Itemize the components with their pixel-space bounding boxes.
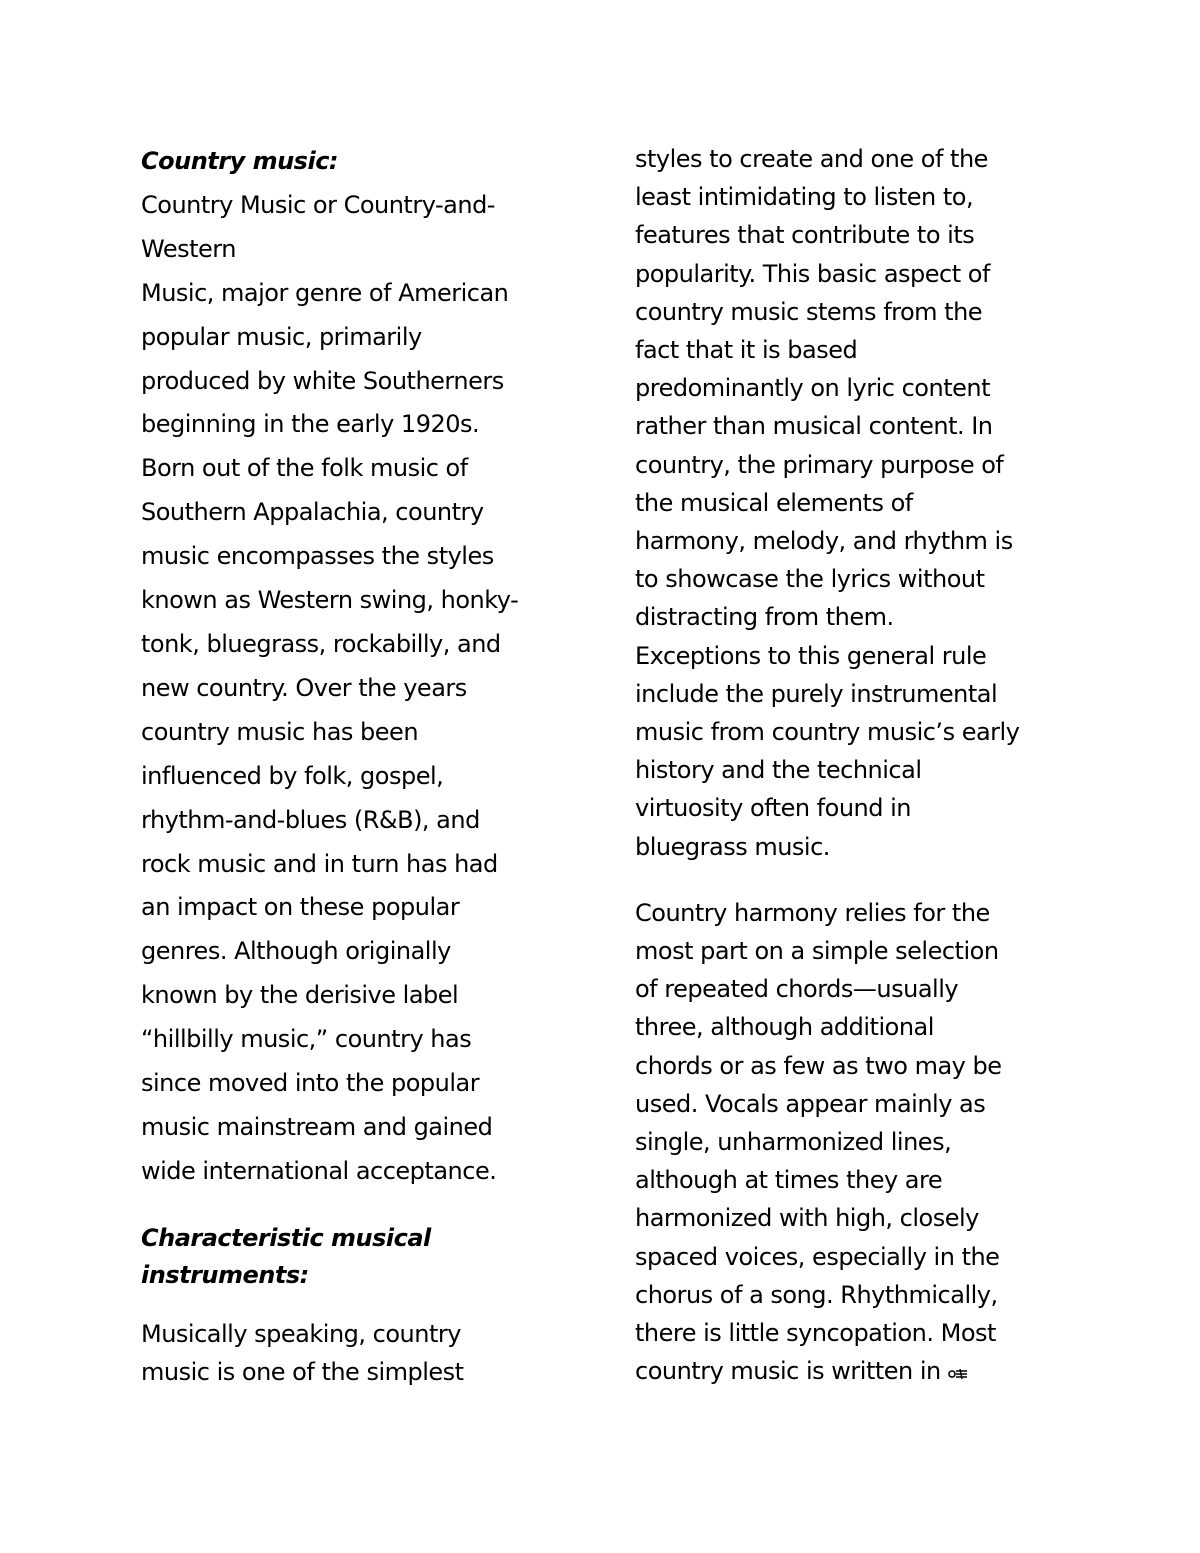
- text-line: tonk, bluegrass, rockabilly, and: [141, 629, 501, 658]
- text-line: of repeated chords—usually: [635, 975, 959, 1004]
- text-line: distracting from them.: [635, 603, 894, 632]
- last-line-text: country music is written in: [635, 1357, 941, 1386]
- paragraph-spacer: [141, 1295, 571, 1315]
- text-line: include the purely instrumental: [635, 679, 998, 708]
- text-line: wide international acceptance.: [141, 1156, 497, 1185]
- heading-line: instruments:: [141, 1261, 309, 1290]
- heading-characteristic-instruments: [141, 1220, 571, 1295]
- text-line: new country. Over the years: [141, 673, 467, 702]
- text-line: genres. Although originally: [141, 937, 451, 966]
- paragraph-spacer: [635, 866, 1065, 894]
- text-line: bluegrass music.: [635, 832, 830, 861]
- text-line: Musically speaking, country: [141, 1319, 461, 1348]
- text-line: music encompasses the styles: [141, 542, 494, 571]
- text-line: “hillbilly music,” country has: [141, 1025, 472, 1054]
- text-line: Country harmony relies for the: [635, 898, 990, 927]
- text-line: chorus of a song. Rhythmically,: [635, 1280, 998, 1309]
- text-line: country, the primary purpose of: [635, 450, 1004, 479]
- text-line: an impact on these popular: [141, 893, 460, 922]
- text-line: used. Vocals appear mainly as: [635, 1089, 986, 1118]
- text-line: styles to create and one of the: [635, 145, 988, 173]
- text-line: three, although additional: [635, 1013, 934, 1042]
- music-meter-symbol-icon: [947, 1368, 969, 1380]
- text-line: least intimidating to listen to,: [635, 183, 974, 212]
- text-line: harmony, melody, and rhythm is: [635, 527, 1013, 556]
- text-line: there is little syncopation. Most: [635, 1319, 996, 1348]
- text-line: most part on a simple selection: [635, 937, 999, 966]
- text-line: since moved into the popular: [141, 1069, 480, 1098]
- heading-country-music: Country music:: [141, 147, 339, 175]
- text-line: predominantly on lyric content: [635, 374, 990, 403]
- text-line: popularity. This basic aspect of: [635, 259, 990, 288]
- harmony-paragraph: [635, 894, 1065, 1391]
- text-line: rhythm-and-blues (R&B), and: [141, 805, 480, 834]
- text-line: rock music and in turn has had: [141, 849, 498, 878]
- text-line: country music has been: [141, 717, 419, 746]
- text-line: known by the derisive label: [141, 981, 459, 1010]
- text-line: rather than musical content. In: [635, 412, 993, 441]
- text-line: Exceptions to this general rule: [635, 641, 987, 670]
- text-line: harmonized with high, closely: [635, 1204, 979, 1233]
- text-line: popular music, primarily: [141, 322, 422, 351]
- text-line: Southern Appalachia, country: [141, 498, 484, 527]
- heading-line: Characteristic musical: [141, 1223, 431, 1252]
- text-line: music is one of the simplest: [141, 1357, 464, 1386]
- right-column: [635, 140, 1065, 1391]
- intro-paragraph: [141, 184, 571, 1194]
- text-line: Western: [141, 234, 236, 263]
- text-line: the musical elements of: [635, 488, 913, 517]
- text-line: influenced by folk, gospel,: [141, 761, 444, 790]
- instruments-paragraph: [141, 1315, 571, 1391]
- text-line: produced by white Southerners: [141, 366, 504, 395]
- text-line: country music stems from the: [635, 297, 983, 326]
- text-line: music from country music’s early: [635, 718, 1020, 747]
- text-line: music mainstream and gained: [141, 1112, 493, 1141]
- text-line: fact that it is based: [635, 336, 858, 365]
- simplicity-paragraph: [635, 140, 1065, 866]
- text-line: single, unharmonized lines,: [635, 1128, 952, 1157]
- text-line: beginning in the early 1920s.: [141, 410, 480, 439]
- text-line-last: [635, 1352, 1065, 1390]
- text-line: history and the technical: [635, 756, 922, 785]
- text-line: to showcase the lyrics without: [635, 565, 985, 594]
- left-column: [141, 140, 571, 1391]
- text-line: features that contribute to its: [635, 221, 975, 250]
- text-line: Born out of the folk music of: [141, 454, 468, 483]
- text-line: virtuosity often found in: [635, 794, 911, 823]
- text-line: known as Western swing, honky-: [141, 586, 519, 615]
- text-line: spaced voices, especially in the: [635, 1242, 1000, 1271]
- paragraph-spacer: [141, 1194, 571, 1220]
- text-line: chords or as few as two may be: [635, 1051, 1002, 1080]
- text-line: Country Music or Country-and-: [141, 190, 495, 219]
- text-line: Music, major genre of American: [141, 278, 509, 307]
- text-line: although at times they are: [635, 1166, 943, 1195]
